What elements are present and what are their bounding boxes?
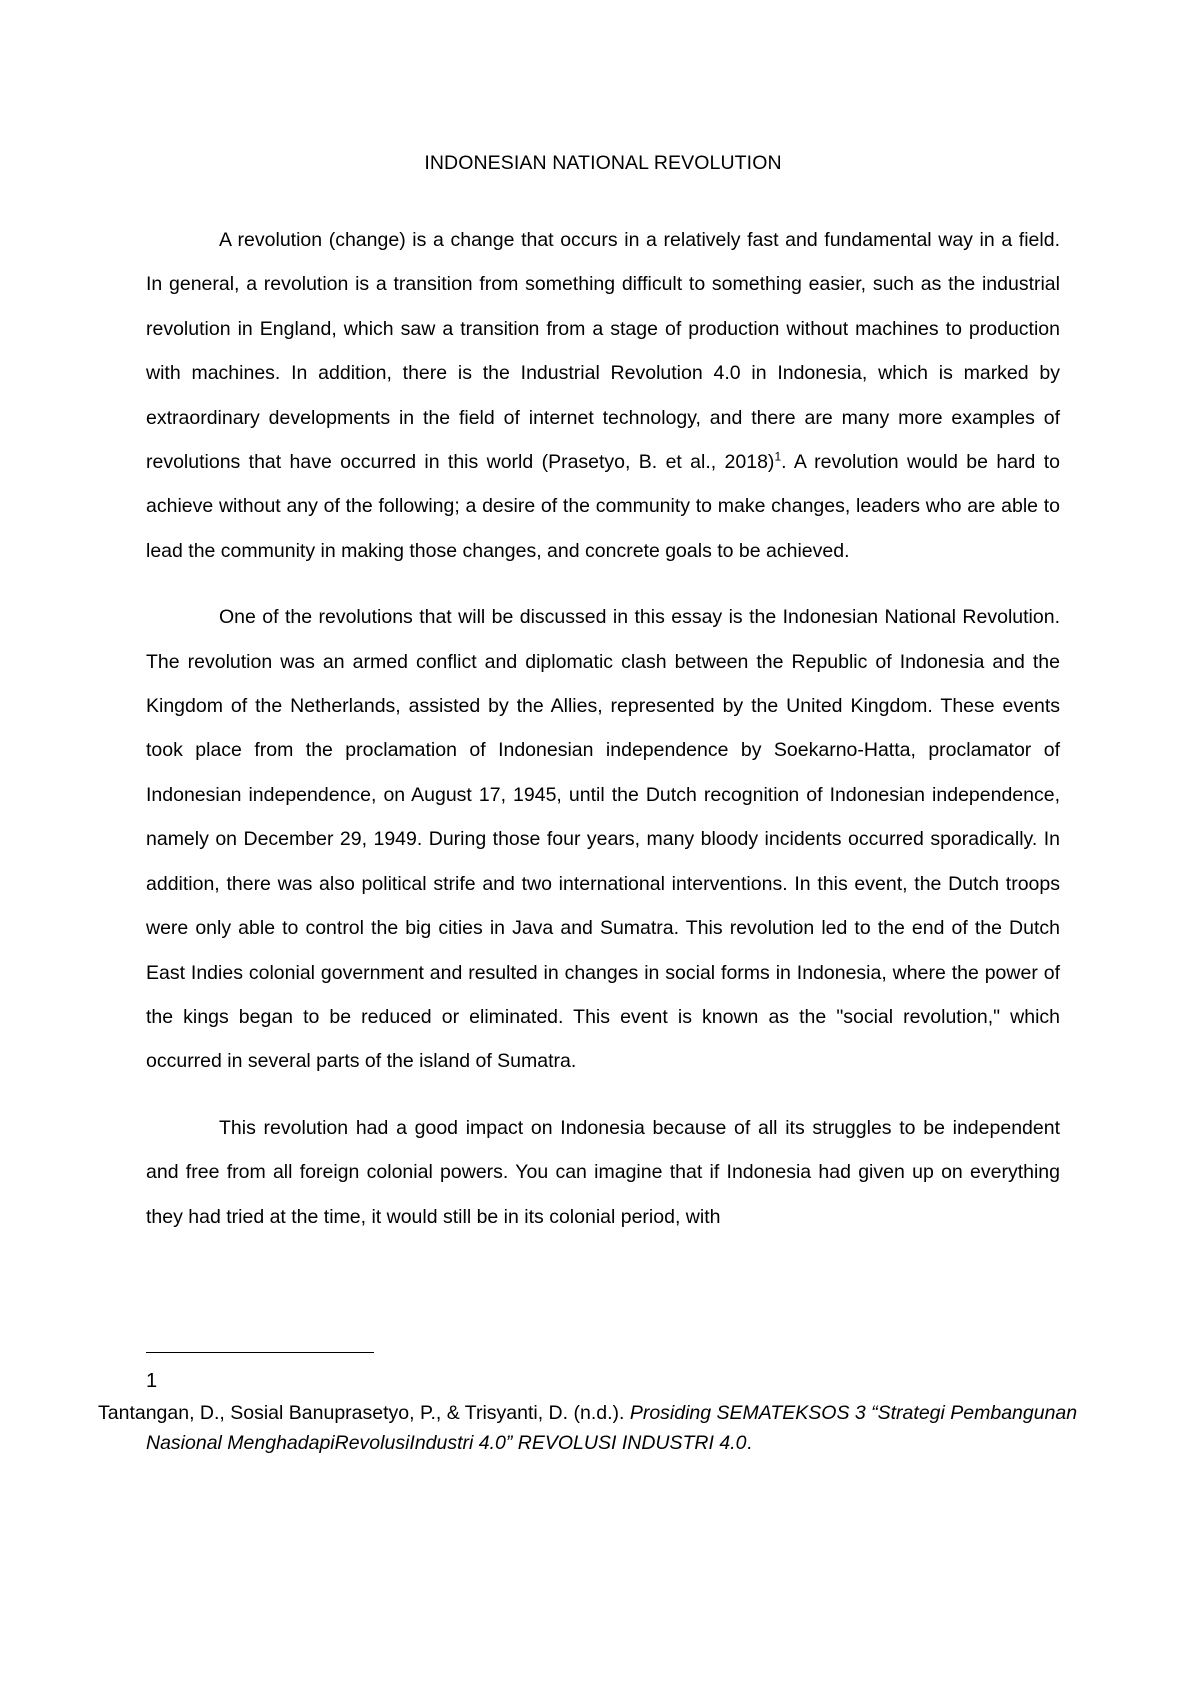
footnote-number: 1	[146, 1370, 158, 1392]
footnote-end: .	[746, 1432, 752, 1454]
footnote-separator	[146, 1352, 374, 1353]
footnote-source-title: Prosiding SEMATEKSOS 3 “Strategi Pembangunan Nasional MenghadapiRevolusiIndustri 4.0” REVOLUSI INDUSTRI 4.0	[146, 1402, 1078, 1454]
paragraph-revolution-impact: This revolution had a good impact on Indonesia because of all its struggles to be independent and free from all foreign colonial powers. You can imagine that if Indonesia had given up on everything they had tried at the time, it would still be in its colonial period, with	[146, 1116, 1060, 1228]
paragraph-intro	[146, 218, 1060, 573]
footnote-reference[interactable]: 1	[774, 449, 782, 464]
document-body	[146, 218, 1060, 1239]
document-title: INDONESIAN NATIONAL REVOLUTION	[424, 152, 782, 174]
footnote-authors: Tantangan, D., Sosial Banuprasetyo, P., & Trisyanti, D. (n.d.).	[98, 1402, 630, 1424]
footnote-citation	[98, 1398, 1098, 1458]
paragraph-intro-text-continued: . A revolution would be hard to achieve without any of the following; a desire of the community to make changes, leaders who are able to lead the community in making those changes, and concrete goals to be achieved.	[146, 451, 1060, 562]
paragraph-intro-text: A revolution (change) is a change that occurs in a relatively fast and fundamental way in a field. In general, a revolution is a transition from something difficult to something easier, such as the industrial revolution in England, which saw a transition from a stage of production without machines to production with machines. In addition, there is the Industrial Revolution 4.0 in Indonesia, which is marked by extraordinary developments in the field of internet technology, and there are many more examples of revolutions that have occurred in this world (Prasetyo, B. et al., 2018)	[146, 229, 1060, 474]
paragraph-revolution-overview: One of the revolutions that will be discussed in this essay is the Indonesian National Revolution. The revolution was an armed conflict and diplomatic clash between the Republic of Indonesia and the Kingdom of the Netherlands, assisted by the Allies, represented by the United Kingdom. These events took place from the proclamation of Indonesian independence by Soekarno-Hatta, proclamator of Indonesian independence, on August 17, 1945, until the Dutch recognition of Indonesian independence, namely on December 29, 1949. During those four years, many bloody incidents occurred sporadically. In addition, there was also political strife and two international interventions. In this event, the Dutch troops were only able to control the big cities in Java and Sumatra. This revolution led to the end of the Dutch East Indies colonial government and resulted in changes in social forms in Indonesia, where the power of the kings began to be reduced or eliminated. This event is known as the "social revolution," which occurred in several parts of the island of Sumatra.	[146, 606, 1060, 1073]
